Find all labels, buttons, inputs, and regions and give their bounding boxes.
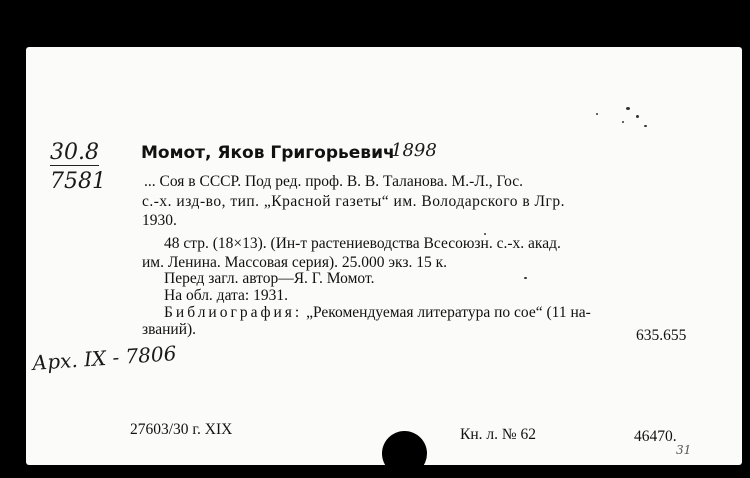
bibliography-line-2: званий). bbox=[142, 321, 197, 338]
ink-speck bbox=[622, 121, 624, 123]
desc-line-4: На обл. дата: 1931. bbox=[164, 287, 288, 304]
bibliography-text: „Рекомендуемая литература по сое“ (11 на- bbox=[306, 304, 591, 321]
footer-left: 27603/30 г. XIX bbox=[130, 421, 233, 438]
footer-right: 46470. bbox=[634, 428, 677, 445]
title-line-1: ... Соя в СССР. Под ред. проф. В. В. Таланова. М.-Л., Гос. bbox=[144, 173, 523, 190]
footer-middle: Кн. л. № 62 bbox=[460, 426, 537, 443]
title-line-2: с.-х. изд-во, тип. „Красной газеты“ им. Володарского в Лгр. bbox=[142, 193, 566, 210]
ink-speck bbox=[636, 115, 639, 118]
footer-stamp: 31 bbox=[676, 443, 692, 457]
author-name: Момот, Яков Григорьевич bbox=[141, 143, 395, 163]
ink-speck bbox=[626, 107, 630, 110]
title-line-3: 1930. bbox=[142, 212, 177, 229]
desc-line-3: Перед загл. автор—Я. Г. Момот. bbox=[164, 270, 375, 287]
call-number-top: 30.8 bbox=[50, 140, 99, 165]
desc-line-2: им. Ленина. Массовая серия). 25.000 экз. 15 к. bbox=[142, 254, 447, 271]
catalog-card bbox=[26, 47, 742, 465]
desc-line-1: 48 стр. (18×13). (Ин-т растениеводства Всесоюзн. с.-х. акад. bbox=[164, 235, 561, 252]
classification-number: 635.655 bbox=[636, 327, 687, 344]
ink-speck bbox=[596, 113, 598, 115]
author-year: 1898 bbox=[391, 140, 437, 161]
ink-speck bbox=[484, 233, 486, 235]
ink-speck bbox=[524, 277, 527, 279]
punch-hole bbox=[382, 431, 427, 476]
archive-mark: Арх. IX - 7806 bbox=[31, 340, 178, 376]
ink-speck bbox=[644, 125, 647, 127]
bibliography-label: Библиография: bbox=[164, 304, 303, 321]
call-number-bottom: 7581 bbox=[50, 169, 106, 194]
bibliography-line bbox=[164, 304, 591, 322]
